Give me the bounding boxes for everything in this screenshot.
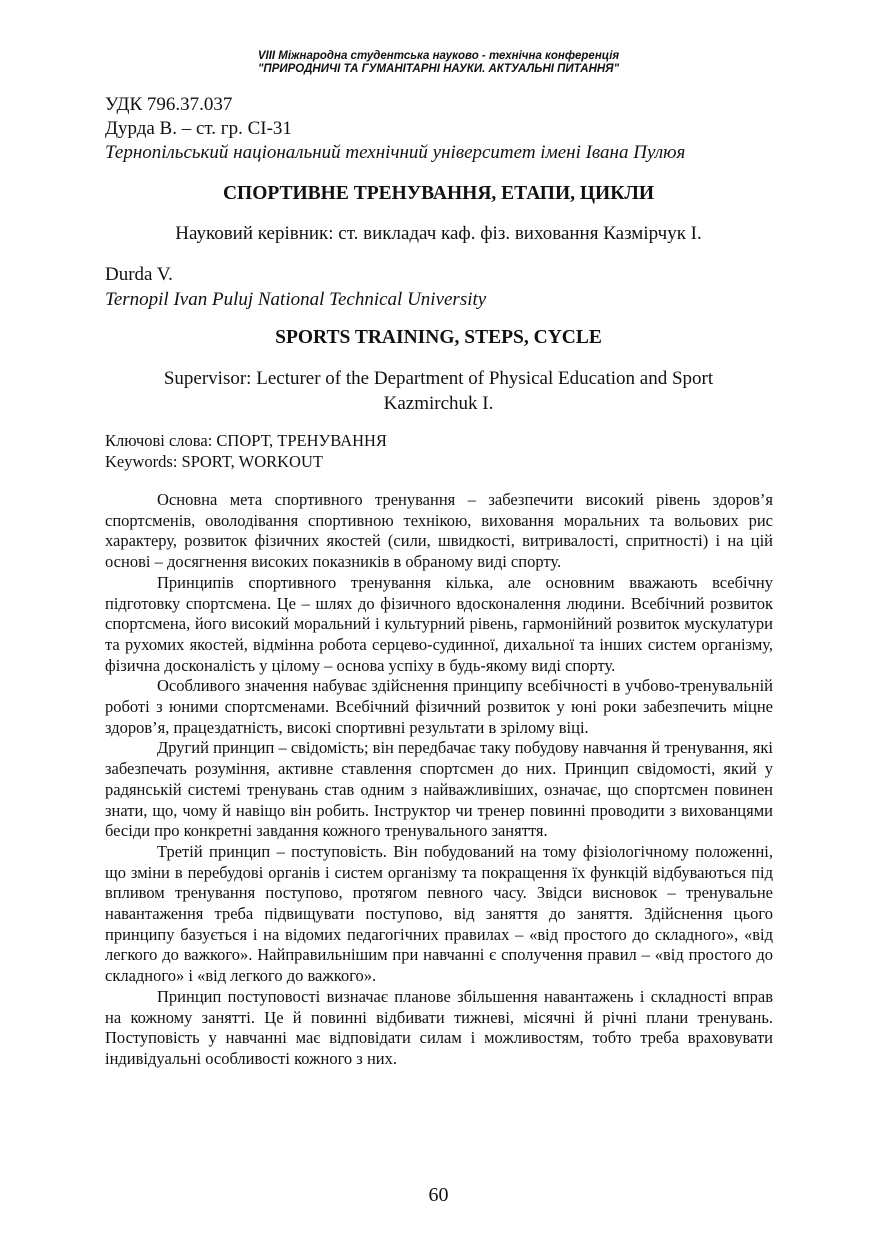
page-number: 60: [428, 1184, 449, 1206]
author-en: Durda V.: [105, 264, 173, 285]
affiliation-ua: Тернопільський національний технічний університет імені Івана Пулюя: [105, 142, 686, 163]
paragraph: Основна мета спортивного тренування – забезпечити високий рівень здоров’я спортсменів, оволодівання спортивною технікою, виховання моральних та вольових рис характеру, розвиток фізичних якостей (сили, швидкості, витривалості, спритності) і на цій основі – досягнення високих показників в обраному виді спорту.: [105, 490, 773, 572]
paragraph: Третій принцип – поступовість. Він побудований на тому фізіологічному положенні, що зміни в перебудові органів і систем організму та покращення їх функцій відбуваються під впливом тренування поступово, протягом певного часу. Звідси висновок – тренувальне навантаження треба підвищувати поступово, від заняття до заняття. Здійснення цього принципу базується і на відомих педагогічних правилах – «від простого до складного», «від легкого до важкого». Найправильнішим при навчанні є сполучення правил – «від простого до складного» і «від легкого до важкого».: [105, 841, 773, 986]
paragraph: Принципів спортивного тренування кілька, але основним вважають всебічну підготовку спортсмена. Це – шлях до фізичного вдосконалення людини. Всебічний розвиток спортсмена, його високий моральний і культурний рівень, гармонійний розвиток мускулатури та рухомих якостей, відмінна робота серцево-судинної, дихальної та інших систем організму, фізична досконалість у цілому – основа успіху в будь-якому виді спорту.: [105, 572, 773, 675]
affiliation-en: Ternopil Ivan Puluj National Technical University: [105, 289, 487, 310]
keywords-block: [105, 430, 773, 472]
paper-title-ua: СПОРТИВНЕ ТРЕНУВАННЯ, ЕТАПИ, ЦИКЛИ: [222, 183, 655, 204]
keywords-en: Keywords: SPORT, WORKOUT: [105, 452, 323, 471]
author-ua: Дурда В. – ст. гр. СІ-31: [105, 118, 292, 139]
udc-code: УДК 796.37.037: [105, 94, 233, 115]
conference-header: [0, 50, 877, 76]
paragraph: Принцип поступовості визначає планове збільшення навантажень і складності вправ на кожному занятті. Це й повинні відбивати тижневі, місячні й річні плани тренувань. Поступовість у навчанні має відповідати силам і можливостям, тобто треба враховувати індивідуальні особливості кожного з них.: [105, 986, 773, 1068]
body-text: [105, 490, 773, 1070]
paper-title-en: SPORTS TRAINING, STEPS, CYCLE: [275, 327, 602, 348]
keywords-ua: Ключові слова: СПОРТ, ТРЕНУВАННЯ: [105, 431, 387, 450]
conference-subtitle: "ПРИРОДНИЧІ ТА ГУМАНІТАРНІ НАУКИ. АКТУАЛЬНІ ПИТАННЯ": [257, 63, 620, 75]
conference-title: VIII Міжнародна студентська науково - технічна конференція: [257, 50, 620, 62]
supervisor-ua: Науковий керівник: ст. викладач каф. фіз. виховання Казмірчук І.: [175, 223, 702, 244]
supervisor-en: Supervisor: Lecturer of the Department of Physical Education and Sport Kazmirchuk I.: [163, 368, 714, 414]
author-meta-ua: [105, 93, 773, 165]
paragraph: Особливого значення набуває здійснення принципу всебічності в учбово-тренувальній роботі з юними спортсменами. Всебічний фізичний розвиток у юні роки забезпечить міцне здоров’я, працездатність, високі спортивні результати в зрілому віці.: [105, 676, 773, 737]
paragraph: Другий принцип – свідомість; він передбачає таку побудову навчання й тренування, які забезпечать розуміння, активне ставлення спортсмен до них. Принцип свідомості, який у радянській системі тренувань став одним з найважливіших, означає, що спортсмен повинен знати, що, чому й навіщо він робить. Інструктор чи тренер повинні проводити з вихованцями бесіди про конкретні завдання кожного тренувального заняття.: [105, 738, 773, 841]
author-meta-en: [105, 262, 773, 312]
